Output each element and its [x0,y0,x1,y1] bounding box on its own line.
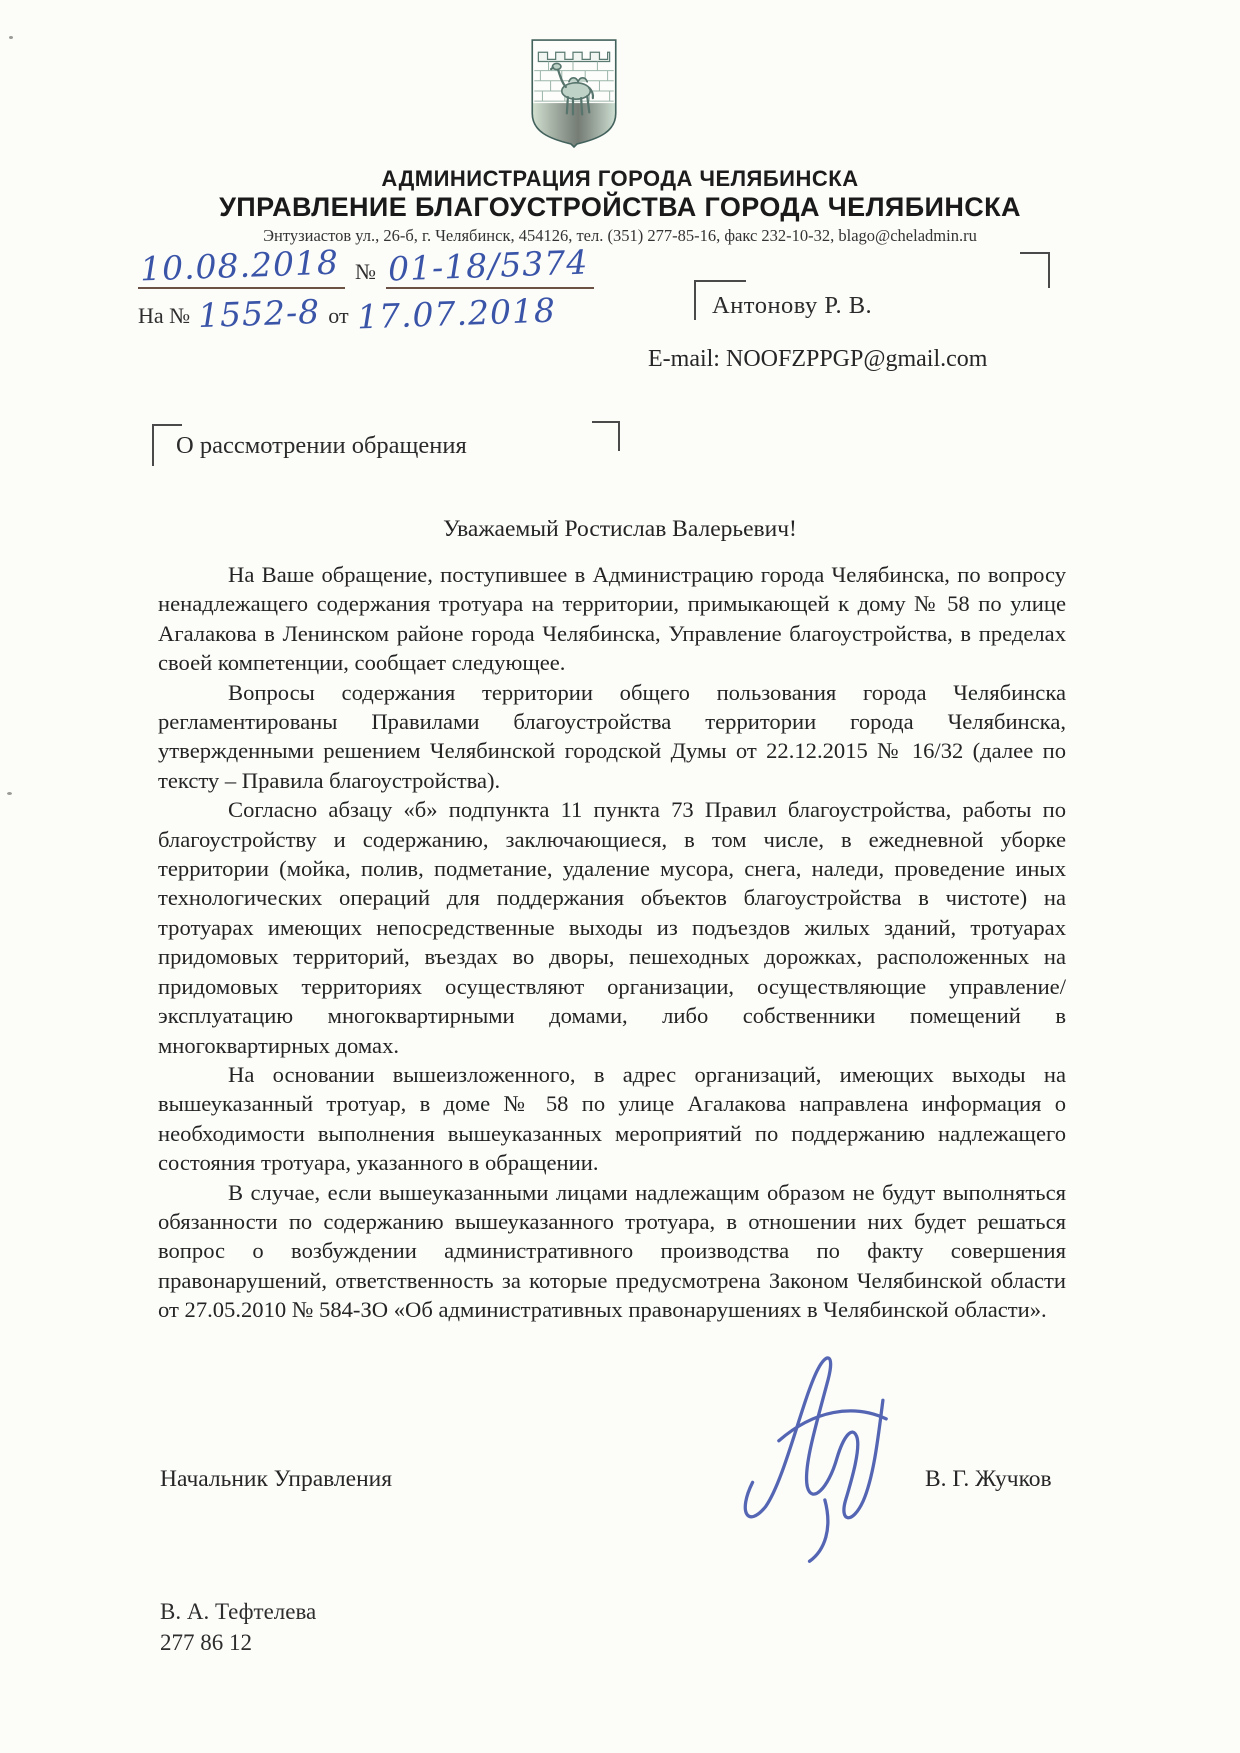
salutation: Уважаемый Ростислав Валерьевич! [443,516,797,542]
outgoing-date-field [138,242,345,289]
letter-body [158,560,1066,1325]
outgoing-number-field [386,242,594,289]
scan-artifact [7,792,12,795]
number-sign-label: № [354,259,376,284]
email-label: E-mail: [648,346,720,372]
scan-artifact [9,36,13,39]
incoming-reference-row [138,290,557,337]
subject-corner-right [592,421,620,451]
outgoing-number-handwritten: 01-18/5374 [387,242,589,289]
body-paragraph: Согласно абзацу «б» подпункта 11 пункта 73 Правил благоустройства, работы по благоустройству и содержанию, заключающиеся, в том числе, в ежедневной уборке территории (мойка, полив, подметание, удаление мусора, снега, наледи, проведение иных технологических операций для поддержания объектов благоустройства в чистоте) на тротуарах имеющих непосредственные выходы из подъездов жилых зданий, тротуарах придомовых территорий, въездах во дворы, пешеходных дорожках, расположенных на придомовых территориях осуществляют организации, осуществляющие управление/эксплуатацию многоквартирными домами, либо собственники помещений в многоквартирных домах. [158,797,1066,1058]
org-parent-title: АДМИНИСТРАЦИЯ ГОРОДА ЧЕЛЯБИНСКА [381,166,859,191]
incoming-prefix-label: На № [138,303,191,328]
org-name-title: УПРАВЛЕНИЕ БЛАГОУСТРОЙСТВА ГОРОДА ЧЕЛЯБИНСКА [219,192,1021,222]
org-contacts-line: Энтузиастов ул., 26-б, г. Челябинск, 454126, тел. (351) 277-85-16, факс 232-10-32, blago@cheladmin.ru [263,226,977,245]
subject-line: О рассмотрении обращения [176,432,467,459]
email-value: NOOFZPPGP@gmail.com [725,346,988,372]
recipient-name: Антонову Р. В. [712,292,873,319]
body-paragraph: В случае, если вышеуказанными лицами надлежащим образом не будут выполняться обязанности по содержанию вышеуказанного тротуара, в отношении них будет решаться вопрос о возбуждении административного производства по факту совершения правонарушений, ответственность за которые предусмотрена Законом Челябинской области от 27.05.2010 № 584-ЗО «Об административных правонарушениях в Челябинской области». [158,1179,1066,1323]
chelyabinsk-coat-of-arms-icon [528,36,620,148]
recipient-email-line [648,346,987,373]
outgoing-date-handwritten: 10.08.2018 [139,242,340,289]
address-zone-corner-top-right [1020,252,1050,288]
from-label: от [328,303,349,328]
incoming-date-handwritten: 17.07.2018 [356,290,557,337]
signer-name: В. Г. Жучков [925,1466,1052,1492]
outgoing-reference-row [138,242,594,289]
handwritten-signature-icon [715,1340,915,1570]
body-paragraph: На основании вышеизложенного, в адрес организаций, имеющих выходы на вышеуказанный тротуар, в доме № 58 по улице Агалакова направлена информация о необходимости выполнения вышеуказанных мероприятий по поддержанию надлежащего состояния тротуара, указанного в обращении. [158,1061,1066,1176]
executor-phone: 277 86 12 [160,1630,252,1655]
signer-position: Начальник Управления [160,1466,393,1492]
body-paragraph: На Ваше обращение, поступившее в Администрацию города Челябинска, по вопросу ненадлежащего содержания тротуара на территории, примыкающей к дому № 58 по улице Агалакова в Ленинском районе города Челябинска, Управление благоустройства, в пределах своей компетенции, сообщает следующее. [158,562,1066,676]
body-paragraph: Вопросы содержания территории общего пользования города Челябинска регламентированы Правилами благоустройства территории города Челябинска, утвержденными решением Челябинской городской Думы от 22.12.2015 № 16/32 (далее по тексту – Правила благоустройства). [158,679,1066,793]
executor-block [160,1596,316,1658]
incoming-number-handwritten: 1552-8 [197,291,321,336]
executor-name: В. А. Тефтелева [160,1599,317,1624]
